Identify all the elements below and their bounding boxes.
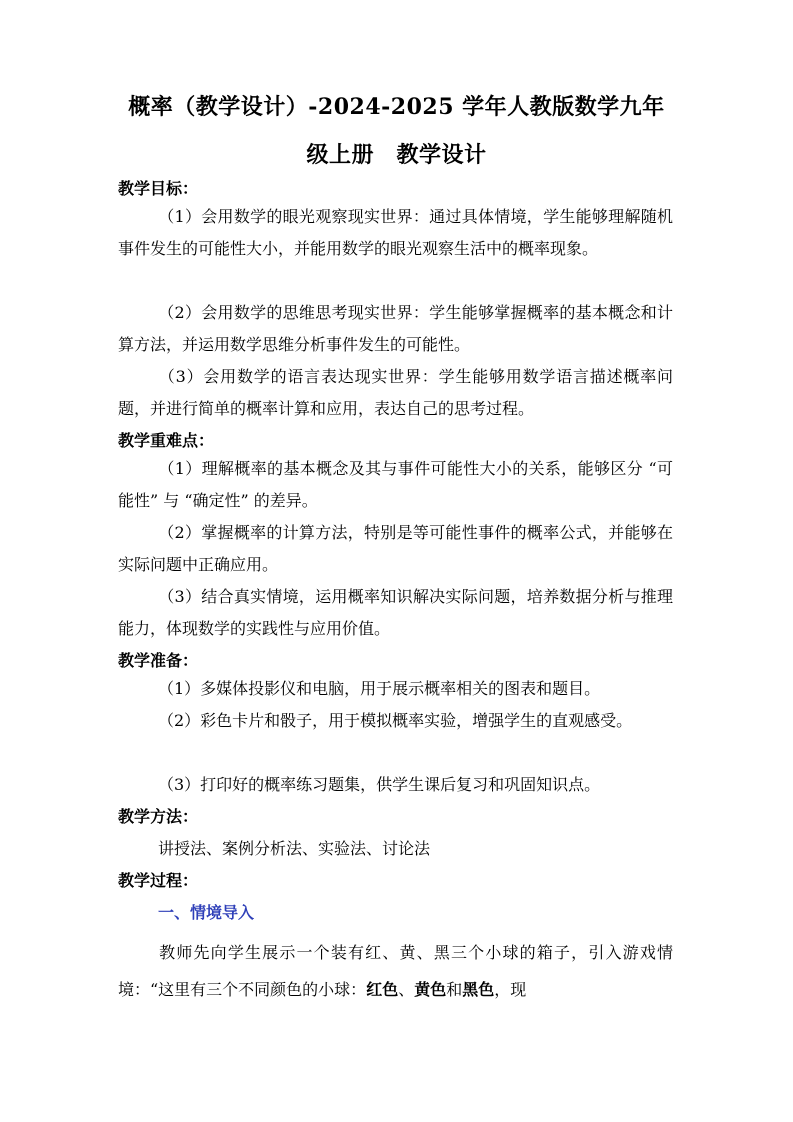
objective-item-2: （2）会用数学的思维思考现实世界：学生能够掌握概率的基本概念和计算方法，并运用数学思维分析事件发生的可能性。 <box>118 303 673 354</box>
process-heading: 教学过程： <box>118 871 199 890</box>
color-yellow-text: 黄色 <box>414 980 447 999</box>
key-point-item-3: （3）结合真实情境，运用概率知识解决实际问题，培养数据分析与推理能力，体现数学的实践性与应用价值。 <box>118 587 673 638</box>
key-point-item-1: （1）理解概率的基本概念及其与事件可能性大小的关系，能够区分 “可能性” 与 “确定性” 的差异。 <box>118 459 673 510</box>
key-point-item-2: （2）掌握概率的计算方法，特别是等可能性事件的概率公式，并能够在实际问题中正确应用。 <box>118 523 673 574</box>
process-intro-paragraph: 教师先向学生展示一个装有红、黄、黑三个小球的箱子，引入游戏情境：“这里有三个不同颜色的小球：红色、黄色和黑色，现 <box>118 943 673 999</box>
process-subheading-intro: 一、情境导入 <box>158 903 255 922</box>
methods-text: 讲授法、案例分析法、实验法、讨论法 <box>158 839 431 858</box>
preparation-heading: 教学准备： <box>118 651 199 670</box>
methods-heading: 教学方法： <box>118 807 199 826</box>
objective-item-1: （1）会用数学的眼光观察现实世界：通过具体情境，学生能够理解随机事件发生的可能性大小，并能用数学的眼光观察生活中的概率现象。 <box>118 207 673 258</box>
key-points-heading: 教学重难点： <box>118 431 215 450</box>
objective-item-3: （3）会用数学的语言表达现实世界：学生能够用数学语言描述概率问题，并进行简单的概率计算和应用，表达自己的思考过程。 <box>118 367 673 418</box>
preparation-item-1: （1）多媒体投影仪和电脑，用于展示概率相关的图表和题目。 <box>158 679 601 698</box>
preparation-item-3: （3）打印好的概率练习题集，供学生课后复习和巩固知识点。 <box>158 775 601 794</box>
objectives-heading: 教学目标： <box>118 179 199 198</box>
color-black-text: 黑色 <box>462 980 495 999</box>
color-red-text: 红色 <box>366 980 399 999</box>
preparation-item-2: （2）彩色卡片和骰子，用于模拟概率实验，增强学生的直观感受。 <box>158 711 633 730</box>
document-title-line-1: 概率（教学设计）-2024-2025 学年人教版数学九年 <box>128 94 665 120</box>
document-title-line-2: 级上册 教学设计 <box>306 142 487 168</box>
